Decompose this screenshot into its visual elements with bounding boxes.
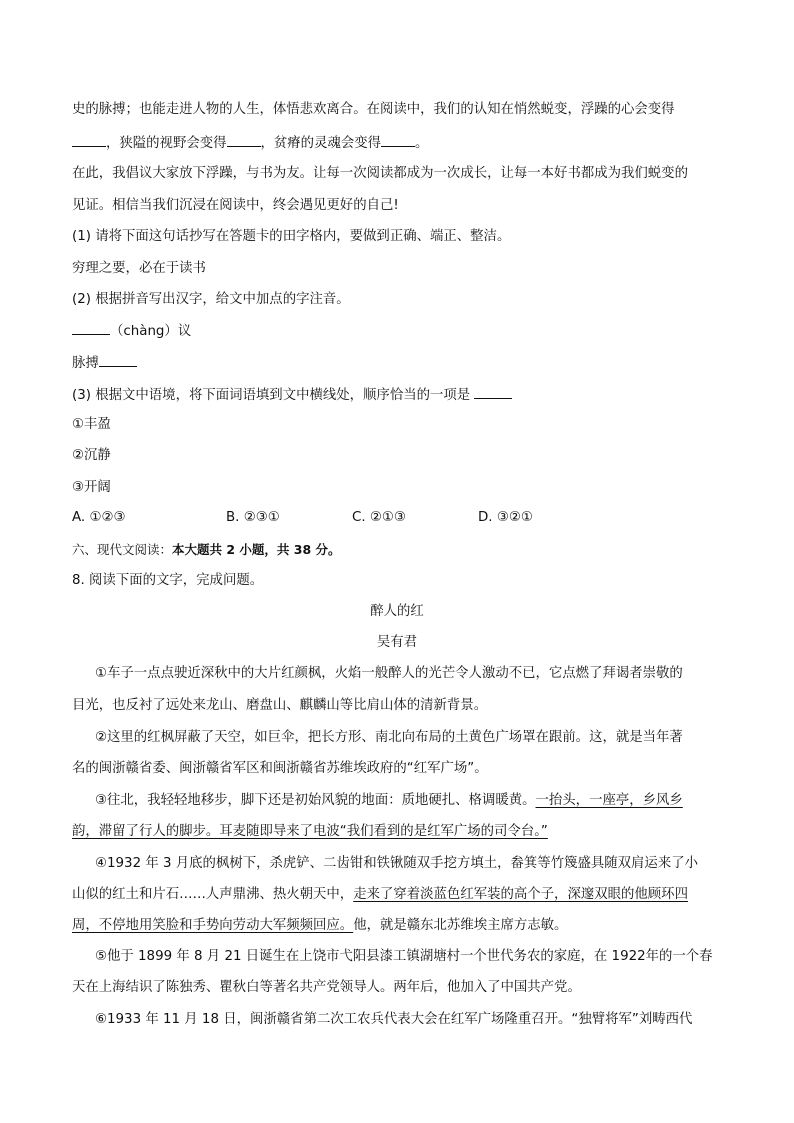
question-1-sentence: 穷理之要，必在于读书 — [72, 261, 206, 276]
paragraph-4-underlined-text: 走来了穿着淡蓝色红军装的高个子，深邃双眼的他顾环四 — [353, 887, 688, 902]
option-d[interactable]: D. ③②① — [478, 510, 533, 525]
paragraph-6-line-1: ⑥1933 年 11 月 18 日，闽浙赣省第二次工农兵代表大会在红军广场隆重召开。“独臂将军”刘畴西代 — [95, 1012, 693, 1027]
paragraph-3-line-2: 韵，滞留了行人的脚步。耳麦随即导来了电波“我们看到的是红军广场的司令台。” — [72, 824, 548, 839]
paragraph-5-line-1: ⑤他于 1899 年 8 月 21 日诞生在上饶市弋阳县漆工镇湖塘村一个世代务农的家庭，在 1922年的一个春 — [95, 949, 713, 964]
answer-blank-2[interactable] — [227, 133, 261, 147]
option-a[interactable]: A. ①②③ — [72, 510, 126, 525]
paragraph-1-line-2: 目光，也反衬了远处来龙山、磨盘山、麒麟山等比肩山体的清新背景。 — [72, 698, 488, 713]
intro-line-3: 在此，我倡议大家放下浮躁，与书为友。让每一次阅读都成为一次成长，让每一本好书都成为我们蜕变的 — [72, 166, 688, 181]
word-item-2: ②沉静 — [72, 448, 111, 463]
article-title: 醉人的红 — [370, 604, 424, 619]
question-3-text: (3) 根据文中语境，将下面词语填到文中横线处，顺序恰当的一项是 — [72, 388, 471, 403]
question-2: (2) 根据拼音写出汉字，给文中加点的字注音。 — [72, 292, 350, 307]
question-2-item-b — [72, 353, 137, 373]
answer-blank-1[interactable] — [72, 133, 106, 147]
intro-line-4: 见证。相信当我们沉浸在阅读中，终会遇见更好的自己! — [72, 198, 399, 213]
section-heading-detail: 本大题共 2 小题，共 38 分。 — [172, 542, 341, 557]
section-heading — [72, 541, 341, 559]
pronunciation-answer-blank[interactable] — [99, 353, 137, 367]
question-2-item-a — [72, 321, 191, 341]
paragraph-3-plain-text: ③往北，我轻轻地移步，脚下还是初始风貌的地面：质地硬扎、格调暖黄。 — [95, 793, 536, 808]
question-2-item-a-text: （chàng）议 — [110, 324, 192, 339]
paragraph-3-underlined-text: 一抬头，一座亭，乡风乡 — [535, 793, 683, 808]
pinyin-answer-blank[interactable] — [72, 321, 110, 335]
intro-line-1: 史的脉搏；也能走进人物的人生，体悟悲欢离合。在阅读中，我们的认知在悄然蜕变，浮躁的心会变得 — [72, 102, 675, 117]
word-item-1: ①丰盈 — [72, 417, 111, 432]
paragraph-4-line-1: ④1932 年 3 月底的枫树下，杀虎铲、二齿钳和铁锹随双手挖方填土，畚箕等竹篾盛具随双肩运来了小 — [95, 856, 698, 871]
intro-line-2-part-b: ，贫瘠的灵魂会变得 — [260, 136, 382, 151]
paragraph-4-plain-text: 山似的红土和片石……人声鼎沸、热火朝天中， — [72, 887, 354, 902]
paragraph-5-line-2: 天在上海结识了陈独秀、瞿秋白等著名共产党领导人。两年后，他加入了中国共产党。 — [72, 980, 581, 995]
paragraph-1-line-1: ①车子一点点驶近深秋中的大片红颜枫，火焰一般醉人的光芒令人激动不已，它点燃了拜谒者崇敬的 — [95, 666, 683, 681]
paragraph-4-line-2 — [72, 886, 688, 904]
answer-blank-3[interactable] — [381, 133, 415, 147]
paragraph-3-line-1 — [95, 792, 683, 810]
paragraph-4-underlined-end: 周，不停地用笑脸和手势向劳动大军频频回应。 — [72, 918, 354, 933]
paragraph-2-line-2: 名的闽浙赣省委、闽浙赣省军区和闽浙赣省苏维埃政府的“红军广场”。 — [72, 761, 488, 776]
question-item-8: 8. 阅读下面的文字，完成问题。 — [72, 573, 264, 588]
section-heading-label: 六、现代文阅读： — [72, 542, 173, 557]
intro-line-2-part-c: 。 — [415, 136, 429, 151]
paragraph-2-line-1: ②这里的红枫屏蔽了天空，如巨伞，把长方形、南北向布局的土黄色广场罩在跟前。这，就是当年著 — [95, 730, 683, 745]
choice-answer-blank[interactable] — [474, 385, 512, 399]
option-c[interactable]: C. ②①③ — [352, 510, 406, 525]
question-1: (1) 请将下面这句话抄写在答题卡的田字格内，要做到正确、端正、整洁。 — [72, 229, 511, 244]
question-3 — [72, 385, 512, 405]
option-b[interactable]: B. ②③① — [226, 510, 280, 525]
paragraph-4-line-3 — [72, 917, 567, 935]
intro-line-2-part-a: ，狭隘的视野会变得 — [106, 136, 227, 151]
article-author: 吴有君 — [376, 635, 418, 650]
intro-line-2 — [72, 133, 428, 153]
word-item-3: ③开阔 — [72, 480, 111, 495]
question-2-item-b-text: 脉搏 — [72, 356, 99, 371]
paragraph-4-closing-text: 他，就是赣东北苏维埃主席方志敏。 — [353, 918, 568, 933]
